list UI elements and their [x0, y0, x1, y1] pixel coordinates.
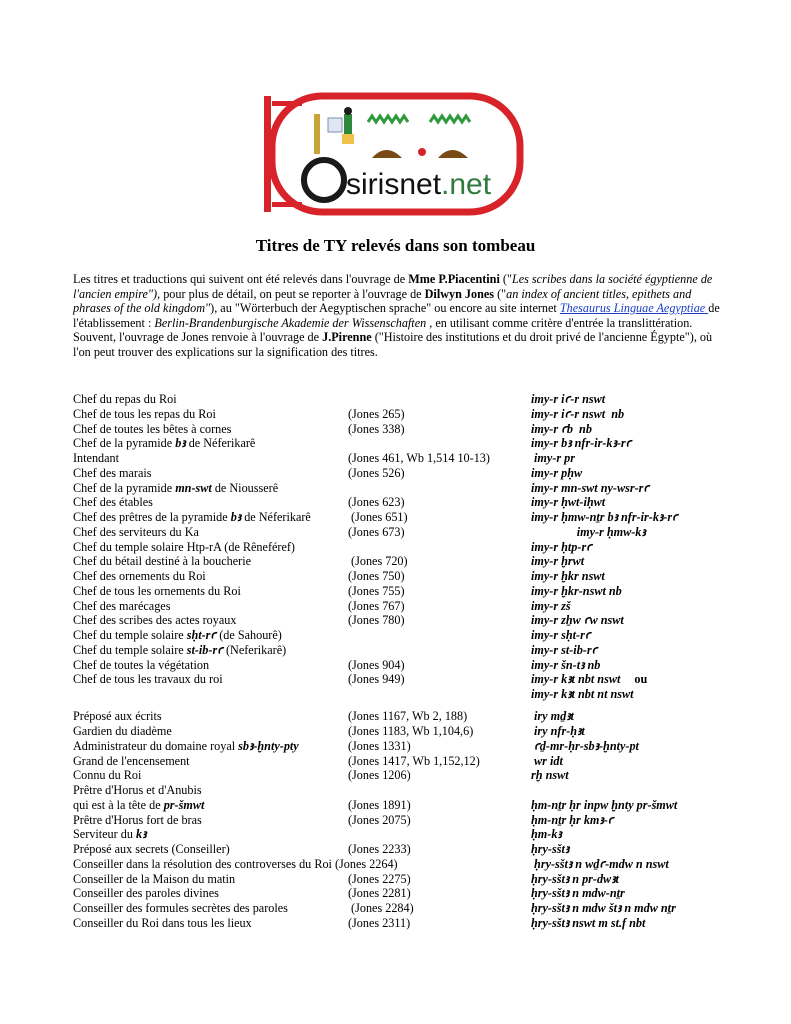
jones-reference: (Jones 1891) [348, 797, 411, 812]
transliteration-text: imy-r ḫrwt [531, 554, 585, 569]
french-title [73, 768, 141, 783]
transliteration [531, 709, 574, 724]
transliteration [531, 510, 678, 525]
transliteration-text: ꜥḏ-mr-ḥr-sbꜣ-ḫnty-pt [531, 738, 639, 753]
transliteration [531, 916, 645, 931]
title-row [73, 422, 773, 437]
title-row [73, 540, 773, 555]
titles-table [73, 392, 773, 931]
transliteration-text: imy-r iꜥ-r nswt [531, 392, 606, 406]
french-title [73, 901, 288, 916]
french-title [73, 613, 236, 628]
jones-reference: (Jones 1167, Wb 2, 188) [348, 709, 468, 724]
jones-reference: (Jones 1331) [348, 738, 411, 753]
title-row [73, 798, 773, 813]
transliteration-text: ḥry-sštꜣ n mdw-nṯr [531, 886, 625, 901]
french-title-text: Chef des étables [73, 495, 153, 510]
institution-name: Berlin-Brandenburgische Akademie der Wissenschaften [154, 315, 427, 330]
transliteration [531, 628, 591, 643]
french-title [73, 658, 209, 673]
transliteration-text: imy-r zš [531, 598, 571, 613]
transliteration [531, 827, 562, 842]
french-title [73, 569, 206, 584]
jones-reference: (Jones 673) [348, 524, 405, 539]
french-title-text: Conseiller des formules secrètes des paroles [73, 901, 288, 915]
french-title-text: Chef du temple solaire [73, 642, 187, 657]
title-row [73, 901, 773, 916]
french-title [73, 436, 255, 451]
title-row [73, 554, 773, 569]
french-title-text: Chef de tous les repas du Roi [73, 406, 216, 421]
jones-reference: (Jones 2233) [348, 842, 411, 856]
transliteration-text: ḥry-sštꜣ n pr-dwꜣt [531, 871, 619, 886]
water-zigzag-icon [368, 116, 408, 122]
transliteration-text: iry mḏꜣt [531, 709, 574, 724]
intro-text-5: ), au "Wörterbuch der Aegyptischen sprache" ou encore au site internet [210, 301, 560, 316]
author-piacentini: Mme P.Piacentini [408, 272, 500, 286]
transliteration-text: imy-r sḥt-rꜥ [531, 628, 591, 642]
transliteration-text: imy-r mn-swt ny-wsr-rꜥ [531, 480, 650, 495]
jones-reference: (Jones 623) [348, 495, 405, 510]
or-label: ou [634, 672, 648, 687]
book-title-index: an index of ancient titles, epithets and phrases of the old kingdom" [73, 286, 692, 316]
french-title-text: Chef des scribes des actes royaux [73, 613, 237, 628]
title-row [73, 886, 773, 901]
transliteration [531, 813, 614, 828]
french-title-suffix: de Néferikarê [241, 510, 311, 524]
transliteration-inline: sbꜣ-ḫnty-pty [238, 738, 299, 753]
french-title-text: Serviteur du [73, 827, 136, 842]
title-row [73, 813, 773, 828]
jones-reference: (Jones 1417, Wb 1,152,12) [348, 753, 480, 768]
jones-reference: (Jones 2311) [348, 915, 411, 930]
french-title [73, 724, 172, 739]
transliteration-inline: mn-swt [175, 480, 212, 495]
logo-wordmark [346, 168, 492, 201]
french-title [73, 872, 235, 887]
title-row [73, 783, 773, 798]
jones-reference: (Jones 904) [348, 657, 405, 672]
french-title-text: Administrateur du domaine royal [73, 738, 239, 753]
title-row [73, 754, 773, 769]
french-title [73, 495, 153, 510]
french-title-text: Chef de toutes les bêtes à cornes [73, 421, 232, 436]
french-title [73, 798, 204, 813]
french-title-suffix: de Niousserê [211, 480, 279, 495]
title-row [73, 599, 773, 614]
intro-text-6: de l'établissement : [73, 301, 720, 330]
french-title-text: Chef des serviteurs du Ka [73, 524, 199, 539]
transliteration [531, 584, 622, 599]
french-title [73, 672, 223, 687]
transliteration-inline: bꜣ [175, 436, 186, 451]
title-row [73, 687, 773, 702]
title-row [73, 525, 773, 540]
jones-reference: (Jones 461, Wb 1,514 10-13) [348, 451, 490, 465]
transliteration [531, 658, 600, 673]
title-row [73, 857, 773, 872]
transliteration [531, 872, 619, 887]
transliteration [531, 672, 647, 687]
french-title [73, 540, 295, 555]
french-title [73, 886, 219, 901]
transliteration-text: imy-r kꜣt nbt nswt [531, 672, 621, 687]
transliteration [531, 754, 563, 769]
french-title [73, 466, 152, 481]
transliteration-inline: sḥt-rꜥ [186, 628, 217, 642]
intro-text-8: Souvent, l'ouvrage de Jones renvoie à l'ouvrage de [73, 330, 323, 345]
title-row [73, 628, 773, 643]
transliteration-text: imy-r ꜥb nb [531, 421, 592, 436]
transliteration-inline: kꜣ [135, 827, 147, 842]
french-title [73, 643, 286, 658]
french-title-text: Conseiller des paroles divines [73, 886, 219, 901]
french-title [73, 481, 278, 496]
french-title [73, 525, 199, 540]
title-row [73, 916, 773, 931]
french-title-suffix: de Néferikarê [185, 436, 256, 451]
french-title [73, 510, 311, 525]
title-row [73, 466, 773, 481]
intro-text-3: , pour plus de détail, on peut se reporter à l'ouvrage de [157, 286, 425, 301]
french-title [73, 451, 119, 466]
title-row [73, 407, 773, 422]
transliteration [531, 613, 624, 628]
transliteration-text: imy-r ḫkr-nswt nb [531, 583, 622, 598]
french-title [73, 554, 251, 569]
transliteration [531, 392, 605, 407]
title-row [73, 768, 773, 783]
intro-text-1: Les titres et traductions qui suivent ont été relevés dans l'ouvrage de [73, 272, 409, 286]
title-row [73, 613, 773, 628]
intro-text-9: ("Histoire des institutions et du droit privé de l'ancienne Égypte"), où l'on peut trouver des explications sur la signification des titres. [73, 330, 713, 359]
transliteration-text: imy-r bꜣ nfr-ir-kꜣ-rꜥ [531, 436, 632, 451]
french-title-text: Chef des marais [73, 465, 152, 480]
title-row [73, 658, 773, 673]
french-title [73, 392, 177, 407]
jones-reference: (Jones 651) [348, 510, 408, 524]
title-row [73, 510, 773, 525]
french-title-text: Conseiller de la Maison du matin [73, 871, 236, 886]
transliteration-text: imy-r šn-tꜣ nb [531, 657, 601, 672]
transliteration-text: ḥry-sštꜣ nswt m st.f nbt [531, 915, 646, 930]
transliteration-inline: st-ib-rꜥ [186, 642, 223, 657]
title-row [73, 709, 773, 724]
transliteration [531, 901, 676, 916]
transliteration-text: imy-r pḥw [531, 465, 583, 480]
author-jones: Dilwyn Jones [424, 286, 495, 301]
jones-reference: (Jones 767) [348, 598, 405, 613]
transliteration [531, 599, 571, 614]
french-title [73, 709, 162, 724]
french-title-text: Chef de tous les travaux du roi [73, 672, 223, 687]
thesaurus-link[interactable]: Thesaurus Linguae Aegyptiae [559, 301, 709, 316]
french-title [73, 916, 252, 931]
transliteration-text: imy-r pr [531, 451, 576, 465]
transliteration-text: imy-r ḫkr nswt [531, 569, 605, 583]
transliteration [531, 422, 592, 437]
french-title-text: Conseiller du Roi dans tous les lieux [73, 915, 252, 930]
french-title-text: Chef des marécages [73, 598, 171, 613]
logo-text-right: .net [441, 168, 492, 201]
title-row [73, 392, 773, 407]
osirisnet-logo [262, 92, 526, 216]
transliteration-text: imy-r kꜣt nbt nt nswt [531, 687, 634, 701]
mound-icon-2 [438, 150, 468, 158]
transliteration-text: ḥry-sštꜣ n wḏꜥ-mdw n nswt [531, 856, 669, 871]
french-title [73, 827, 146, 842]
transliteration-text: imy-r ḥtp-rꜥ [531, 539, 592, 554]
french-title [73, 422, 231, 437]
french-title [73, 628, 282, 643]
french-title-text: Chef du repas du Roi [73, 392, 177, 406]
page-title: Titres de TY relevés dans son tombeau [255, 236, 536, 255]
mound-icon [372, 150, 402, 158]
jones-reference: (Jones 2281) [348, 886, 411, 901]
transliteration-inline: bꜣ [230, 510, 242, 524]
author-pirenne: J.Pirenne [322, 330, 372, 345]
french-title [73, 739, 299, 754]
french-title-text: Préposé aux écrits [73, 709, 162, 724]
french-title-text: Conseiller dans la résolution des controverses du Roi (Jones 2264) [73, 856, 398, 871]
transliteration-text: iry nfr-ḥꜣt [531, 724, 585, 738]
transliteration [531, 466, 582, 481]
transliteration [531, 857, 669, 872]
french-title [73, 857, 398, 872]
transliteration-text: imy-r ḥmw-nṯr bꜣ nfr-ir-kꜣ-rꜥ [531, 510, 678, 524]
french-title-text: Chef du bétail destiné à la boucherie [73, 554, 252, 569]
transliteration-inline: pr-šmwt [163, 797, 205, 812]
book-title-scribes: Les scribes dans la société égyptienne de l'ancien empire") [73, 272, 713, 301]
jones-reference: (Jones 1183, Wb 1,104,6) [348, 724, 474, 738]
title-row [73, 739, 773, 754]
transliteration-text: rḫ nswt [531, 768, 569, 783]
transliteration [531, 495, 605, 510]
french-title-text: Chef de toutes la végétation [73, 657, 210, 672]
french-title-text: Prêtre d'Horus et d'Anubis [73, 783, 202, 797]
jones-reference: (Jones 780) [348, 613, 405, 628]
title-row [73, 569, 773, 584]
transliteration [531, 525, 646, 540]
title-row [73, 672, 773, 687]
jones-reference: (Jones 750) [348, 569, 405, 583]
french-title-text: Grand de l'encensement [73, 753, 190, 768]
water-zigzag-icon-2 [430, 116, 470, 122]
intro-text-7: , en utilisant comme critère d'entrée la translittération. [426, 315, 693, 330]
title-row [73, 451, 773, 466]
intro-text-4: (" [494, 286, 507, 301]
french-title-text: Chef de la pyramide [73, 480, 176, 495]
french-title-text: Chef de la pyramide [73, 436, 176, 451]
title-row [73, 481, 773, 496]
jones-reference: (Jones 755) [348, 583, 405, 598]
hieroglyph-figure-icon [314, 107, 354, 154]
french-title-suffix: (de Sahourê) [216, 628, 282, 642]
transliteration-text: imy-r iꜥ-r nswt nb [531, 406, 625, 421]
transliteration [531, 643, 597, 658]
title-row [73, 643, 773, 658]
french-title [73, 407, 216, 422]
title-row [73, 842, 773, 857]
french-title [73, 754, 190, 769]
french-title-text: Prêtre d'Horus fort de bras [73, 812, 202, 827]
transliteration [531, 687, 634, 702]
transliteration-text: ḥry-sštꜣ [531, 842, 570, 856]
french-title-text: Connu du Roi [73, 768, 142, 783]
transliteration [531, 481, 649, 496]
title-row [73, 872, 773, 887]
transliteration [531, 724, 585, 739]
french-title-text: Chef des prêtres de la pyramide [73, 510, 231, 524]
french-title [73, 842, 230, 857]
transliteration-text: imy-r ḥwt-iḥwt [531, 495, 606, 510]
french-title-text: Chef du temple solaire Htp-rA (de Rêneféref) [73, 539, 295, 554]
transliteration-text: ḥry-sštꜣ n mdw štꜣ n mdw nṯr [531, 901, 676, 915]
french-title-suffix: (Neferikarê) [222, 642, 287, 657]
intro-paragraph [73, 272, 723, 360]
title-row [73, 436, 773, 451]
french-title-text: Chef des ornements du Roi [73, 569, 206, 583]
title-row [73, 495, 773, 510]
jones-reference: (Jones 526) [348, 465, 405, 480]
sun-dot-icon [418, 148, 426, 156]
french-title-text: Chef de tous les ornements du Roi [73, 583, 241, 598]
title-row [73, 827, 773, 842]
transliteration [531, 798, 677, 813]
transliteration-text: ḥm-nṯr ḥr kmꜣ-ꜥ [531, 812, 614, 827]
french-title-text: qui est à la tête de [73, 797, 164, 812]
intro-text-2: (" [499, 272, 512, 286]
french-title-text: Gardien du diadème [73, 724, 172, 738]
french-title [73, 783, 202, 798]
jones-reference: (Jones 1206) [348, 768, 411, 783]
jones-reference: (Jones 2275) [348, 871, 411, 886]
jones-reference: (Jones 720) [348, 554, 408, 569]
title-row [73, 584, 773, 599]
logo-text-left: sirisnet [346, 168, 442, 201]
french-title-text: Chef du temple solaire [73, 628, 187, 642]
transliteration [531, 540, 592, 555]
transliteration-text: imy-r zẖw ꜥw nswt [531, 613, 624, 628]
transliteration-text: wr idt [531, 753, 563, 768]
transliteration-text: imy-r ḥmw-kꜣ [531, 524, 646, 539]
jones-reference: (Jones 949) [348, 672, 405, 687]
transliteration [531, 739, 639, 754]
cartouche-bar [264, 96, 271, 212]
transliteration [531, 436, 631, 451]
logo-o-ring [304, 160, 344, 200]
french-title-text: Préposé aux secrets (Conseiller) [73, 842, 230, 856]
transliteration-text: imy-r st-ib-rꜥ [531, 642, 598, 657]
title-row [73, 724, 773, 739]
french-title-text: Intendant [73, 451, 120, 465]
french-title [73, 584, 241, 599]
jones-reference: (Jones 2284) [348, 901, 414, 915]
transliteration [531, 407, 624, 422]
transliteration [531, 842, 569, 857]
transliteration [531, 451, 575, 466]
jones-reference: (Jones 2075) [348, 812, 411, 827]
transliteration [531, 886, 625, 901]
french-title [73, 599, 170, 614]
jones-reference: (Jones 265) [348, 406, 405, 421]
transliteration-text: ḥm-nṯr ḥr inpw ḫnty pr-šmwt [531, 797, 678, 812]
transliteration [531, 554, 584, 569]
transliteration [531, 569, 605, 584]
jones-reference: (Jones 338) [348, 421, 405, 436]
french-title [73, 813, 202, 828]
transliteration-text: ḥm-kꜣ [531, 827, 562, 842]
transliteration [531, 768, 569, 783]
